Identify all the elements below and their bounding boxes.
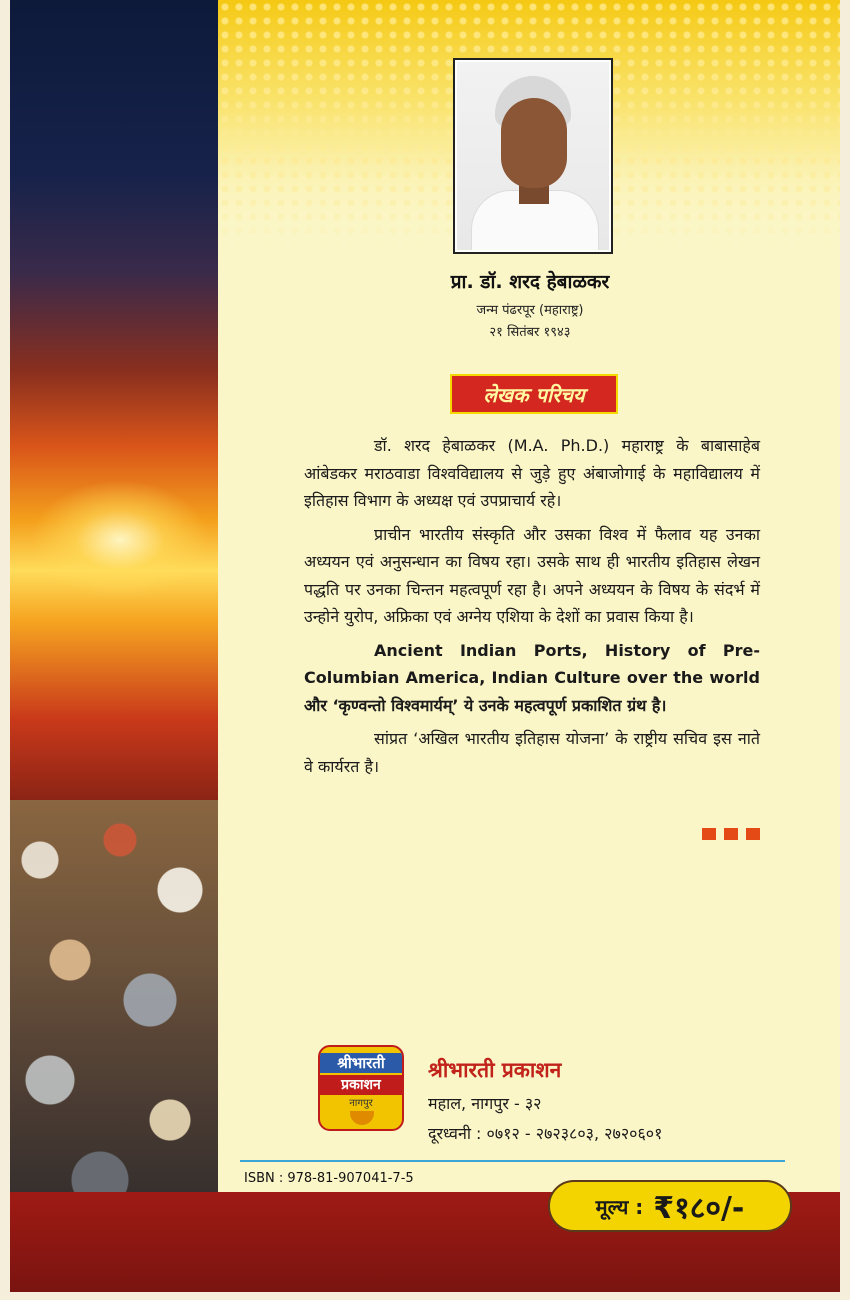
isbn-text: ISBN : 978-81-907041-7-5 xyxy=(244,1171,414,1186)
end-mark-squares xyxy=(702,828,762,840)
bio-paragraph: Ancient Indian Ports, History of Pre-Columbian America, Indian Culture over the world और ‘कृण्वन्तो विश्वमार्यम्’ ये उनके महत्वपूर्ण प्रकाशित ग्रंथ है। xyxy=(304,640,760,715)
price-label: मूल्य : xyxy=(595,1194,644,1219)
author-name: प्रा. डॉ. शरद हेबाळकर xyxy=(450,271,610,293)
author-birth-date: २१ सितंबर १९४३ xyxy=(489,325,571,340)
book-icon xyxy=(350,1111,374,1125)
logo-text-line1: श्रीभारती xyxy=(320,1053,402,1073)
section-title-badge: लेखक परिचय xyxy=(450,374,618,414)
author-bio xyxy=(304,432,760,786)
divider-line xyxy=(240,1160,785,1162)
battle-scene-illustration xyxy=(10,800,218,1240)
bio-paragraph: प्राचीन भारतीय संस्कृति और उसका विश्व में फैलाव यह उनका अध्ययन एवं अनुसन्धान का विषय रहा। उसके साथ ही भारतीय इतिहास लेखन पद्धति पर उनका चिन्तन महत्वपूर्ण रहा है। अपने अध्ययन के विषय के संदर्भ में उन्होने युरोप, अफ्रिका एवं अग्नेय एशिया के देशों का प्रवास किया है। xyxy=(304,524,760,626)
price-badge xyxy=(548,1180,792,1232)
publisher-phone: दूरध्वनी : ०७१२ - २७२३८०३, २७२०६०१ xyxy=(428,1124,663,1143)
sunset-glow xyxy=(30,480,210,600)
cover-illustration-strip xyxy=(10,0,218,1240)
publisher-logo xyxy=(318,1045,404,1131)
author-portrait xyxy=(457,62,609,250)
author-photo xyxy=(453,58,613,254)
author-birth-place: जन्म पंढरपूर (महाराष्ट्र) xyxy=(476,303,584,318)
bio-paragraph: सांप्रत ‘अखिल भारतीय इतिहास योजना’ के राष्ट्रीय सचिव इस नाते वे कार्यरत है। xyxy=(304,729,760,776)
logo-text-line3: नागपुर xyxy=(349,1098,373,1109)
publisher-address: महाल, नागपुर - ३२ xyxy=(428,1094,542,1113)
price-value: ₹१८०/- xyxy=(653,1190,745,1226)
bio-paragraph: डॉ. शरद हेबाळकर (M.A. Ph.D.) महाराष्ट्र के बाबासाहेब आंबेडकर मराठवाडा विश्वविद्यालय से जुड़े हुए अंबाजोगाई के महाविद्यालय में इतिहास विभाग के अध्यक्ष एवं उपप्राचार्य रहे। xyxy=(304,436,760,510)
logo-text-line2: प्रकाशन xyxy=(320,1075,402,1095)
book-back-cover xyxy=(10,0,840,1292)
publisher-name: श्रीभारती प्रकाशन xyxy=(428,1058,562,1082)
